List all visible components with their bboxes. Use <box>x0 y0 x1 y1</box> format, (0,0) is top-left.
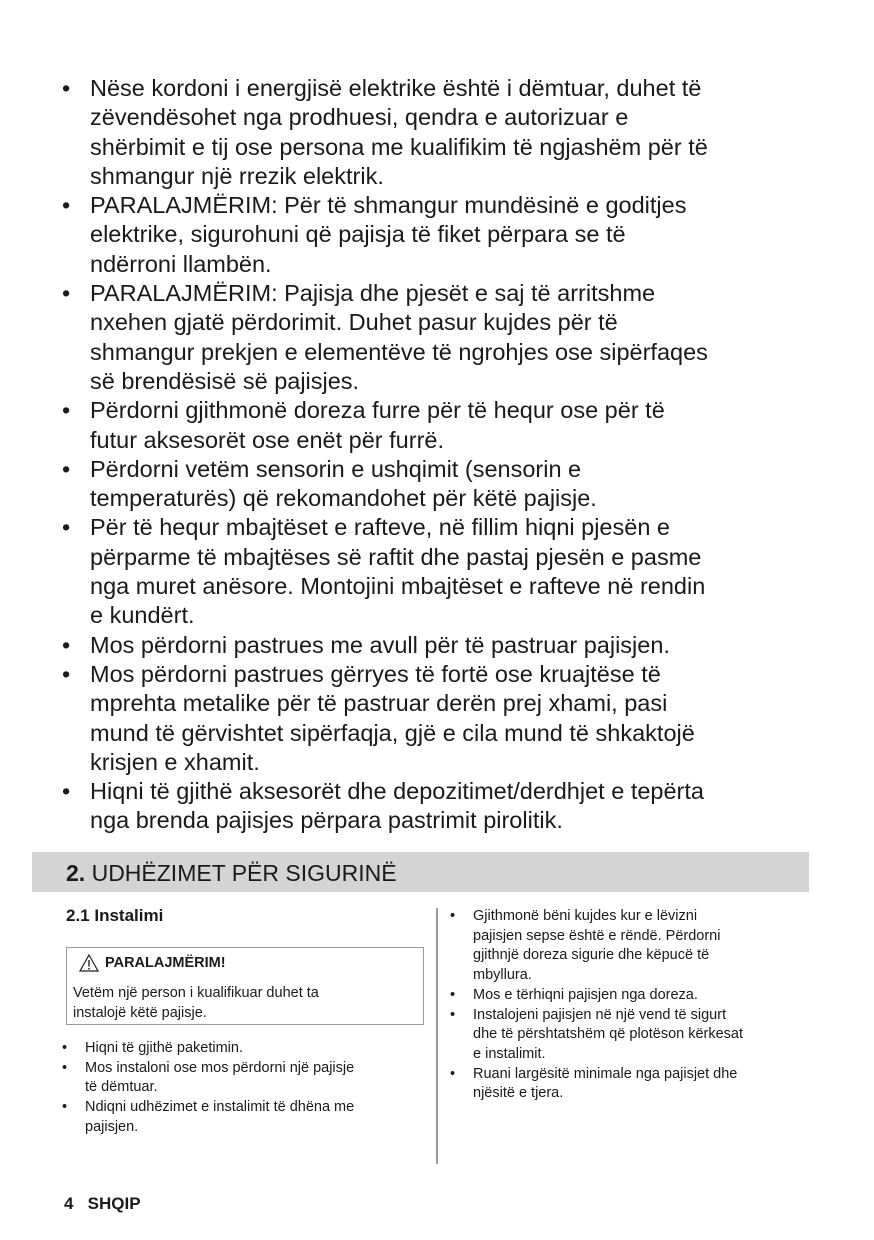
list-item-line: mund të gërvishtet sipërfaqja, gjë e cila mund të shkaktojë <box>90 719 695 746</box>
list-item-line: futur aksesorët ose enët për furrë. <box>90 426 444 453</box>
bullet-icon: • <box>62 631 71 658</box>
list-item-line: shmangur prekjen e elementëve të ngrohjes ose sipërfaqes <box>90 338 708 365</box>
page-footer <box>64 1194 141 1214</box>
list-item-line: krisjen e xhamit. <box>90 748 260 775</box>
list-item-line: Ndiqni udhëzimet e instalimit të dhëna me <box>85 1099 355 1116</box>
list-item-line: mbyllura. <box>473 967 532 984</box>
list-item <box>62 1039 432 1059</box>
list-item-line: zëvendësohet nga prodhuesi, qendra e autorizuar e <box>90 104 629 131</box>
list-item-line: përparme të mbajtëses së raftit dhe pastaj pjesën e pasme <box>90 543 702 570</box>
safety-bullet-list <box>62 74 822 836</box>
list-item <box>450 986 820 1006</box>
bullet-icon: • <box>62 1099 68 1116</box>
list-item-line: Mos përdorni pastrues gërryes të fortë ose kruajtëse të <box>90 660 661 687</box>
list-item <box>450 1065 820 1104</box>
section-header <box>32 852 809 892</box>
list-item-line: mprehta metalike për të pastruar derën prej xhami, pasi <box>90 690 668 717</box>
list-item-line: nxehen gjatë përdorimit. Duhet pasur kujdes për të <box>90 309 618 336</box>
page-number: 4 <box>64 1194 74 1213</box>
bullet-icon: • <box>450 1006 456 1023</box>
bullet-icon: • <box>450 1065 456 1082</box>
bullet-icon: • <box>62 280 71 307</box>
bullet-icon: • <box>62 75 71 101</box>
warning-text-line: Vetëm një person i kualifikuar duhet ta <box>73 985 319 1001</box>
list-item <box>62 1098 432 1137</box>
list-item-line: gjithnjë doreza sigurie dhe këpucë të <box>473 947 710 964</box>
list-item-line: Hiqni të gjithë paketimin. <box>85 1040 243 1056</box>
list-item <box>62 777 822 836</box>
list-item-line: Përdorni vetëm sensorin e ushqimit (sensorin e <box>90 455 582 482</box>
list-item-line: Përdorni gjithmonë doreza furre për të hequr ose për të <box>90 397 665 424</box>
bullet-icon: • <box>450 986 456 1003</box>
section-number: 2. <box>66 860 86 886</box>
list-item-line: shmangur një rrezik elektrik. <box>90 162 384 189</box>
list-item-line: nga muret anësore. Montojini mbajtëset e rafteve në rendin <box>90 573 706 600</box>
bullet-icon: • <box>62 455 71 482</box>
bullet-icon: • <box>62 660 71 687</box>
list-item-line: e kundërt. <box>90 602 195 629</box>
list-item-line: Instalojeni pajisjen në një vend të sigurt <box>473 1006 727 1023</box>
section-title: UDHËZIMET PËR SIGURINË <box>91 860 397 886</box>
list-item <box>62 74 822 191</box>
list-item-line: pajisjen. <box>85 1118 139 1135</box>
list-item-line: Mos instaloni ose mos përdorni një pajisje <box>85 1059 355 1076</box>
bullet-icon: • <box>62 1040 68 1056</box>
list-item-line: Mos e tërhiqni pajisjen nga doreza. <box>473 986 698 1003</box>
list-item-line: njësitë e tjera. <box>473 1085 564 1102</box>
list-item <box>62 631 822 660</box>
list-item-line: ndërroni llambën. <box>90 250 272 277</box>
list-item-line: nga brenda pajisjes përpara pastrimit pirolitik. <box>90 807 563 834</box>
list-item-line: të dëmtuar. <box>85 1079 158 1096</box>
warning-title: PARALAJMËRIM! <box>105 955 226 971</box>
list-item <box>62 396 822 455</box>
bullet-icon: • <box>62 397 71 424</box>
list-item-line: pajisjen sepse është e rëndë. Përdorni <box>473 927 721 944</box>
list-item <box>62 513 822 630</box>
list-item-line: Për të hequr mbajtëset e rafteve, në fillim hiqni pjesën e <box>90 514 670 541</box>
list-item <box>62 1059 432 1098</box>
list-item-line: temperaturës) që rekomandohet për këtë pajisje. <box>90 485 597 512</box>
column-divider <box>436 908 438 1164</box>
list-item <box>450 907 820 986</box>
warning-triangle-icon <box>79 954 99 972</box>
list-item-line: elektrike, sigurohuni që pajisja të fiket përpara se të <box>90 221 626 248</box>
bullet-icon: • <box>62 1059 68 1076</box>
installation-bullet-list-left <box>62 1039 432 1138</box>
list-item <box>62 279 822 396</box>
list-item-line: Nëse kordoni i energjisë elektrike është i dëmtuar, duhet të <box>90 75 702 101</box>
list-item-line: shërbimit e tij ose persona me kualifikim të ngjashëm për të <box>90 133 708 160</box>
warning-text-line: instalojë këtë pajisje. <box>73 1004 207 1021</box>
bullet-icon: • <box>62 192 71 219</box>
warning-box <box>66 947 424 1025</box>
footer-language: SHQIP <box>87 1194 141 1213</box>
list-item-line: Ruani largësitë minimale nga pajisjet dhe <box>473 1065 738 1082</box>
bullet-icon: • <box>62 778 71 805</box>
list-item-line: PARALAJMËRIM: Pajisja dhe pjesët e saj të arritshme <box>90 280 656 307</box>
subsection-title: 2.1 Instalimi <box>66 906 164 925</box>
list-item-line: dhe të përshtatshëm që plotëson kërkesat <box>473 1026 744 1043</box>
list-item-line: Mos përdorni pastrues me avull për të pastruar pajisjen. <box>90 631 670 658</box>
list-item-line: Gjithmonë bëni kujdes kur e lëvizni <box>473 908 698 924</box>
list-item <box>62 191 822 279</box>
list-item <box>62 660 822 777</box>
installation-bullet-list-right <box>450 907 820 1104</box>
list-item <box>62 455 822 514</box>
list-item <box>450 1006 820 1065</box>
list-item-line: PARALAJMËRIM: Për të shmangur mundësinë e goditjes <box>90 192 687 219</box>
list-item-line: e instalimit. <box>473 1045 546 1062</box>
bullet-icon: • <box>450 908 456 924</box>
list-item-line: Hiqni të gjithë aksesorët dhe depozitimet/derdhjet e tepërta <box>90 778 704 805</box>
list-item-line: së brendësisë së pajisjes. <box>90 367 360 394</box>
bullet-icon: • <box>62 514 71 541</box>
